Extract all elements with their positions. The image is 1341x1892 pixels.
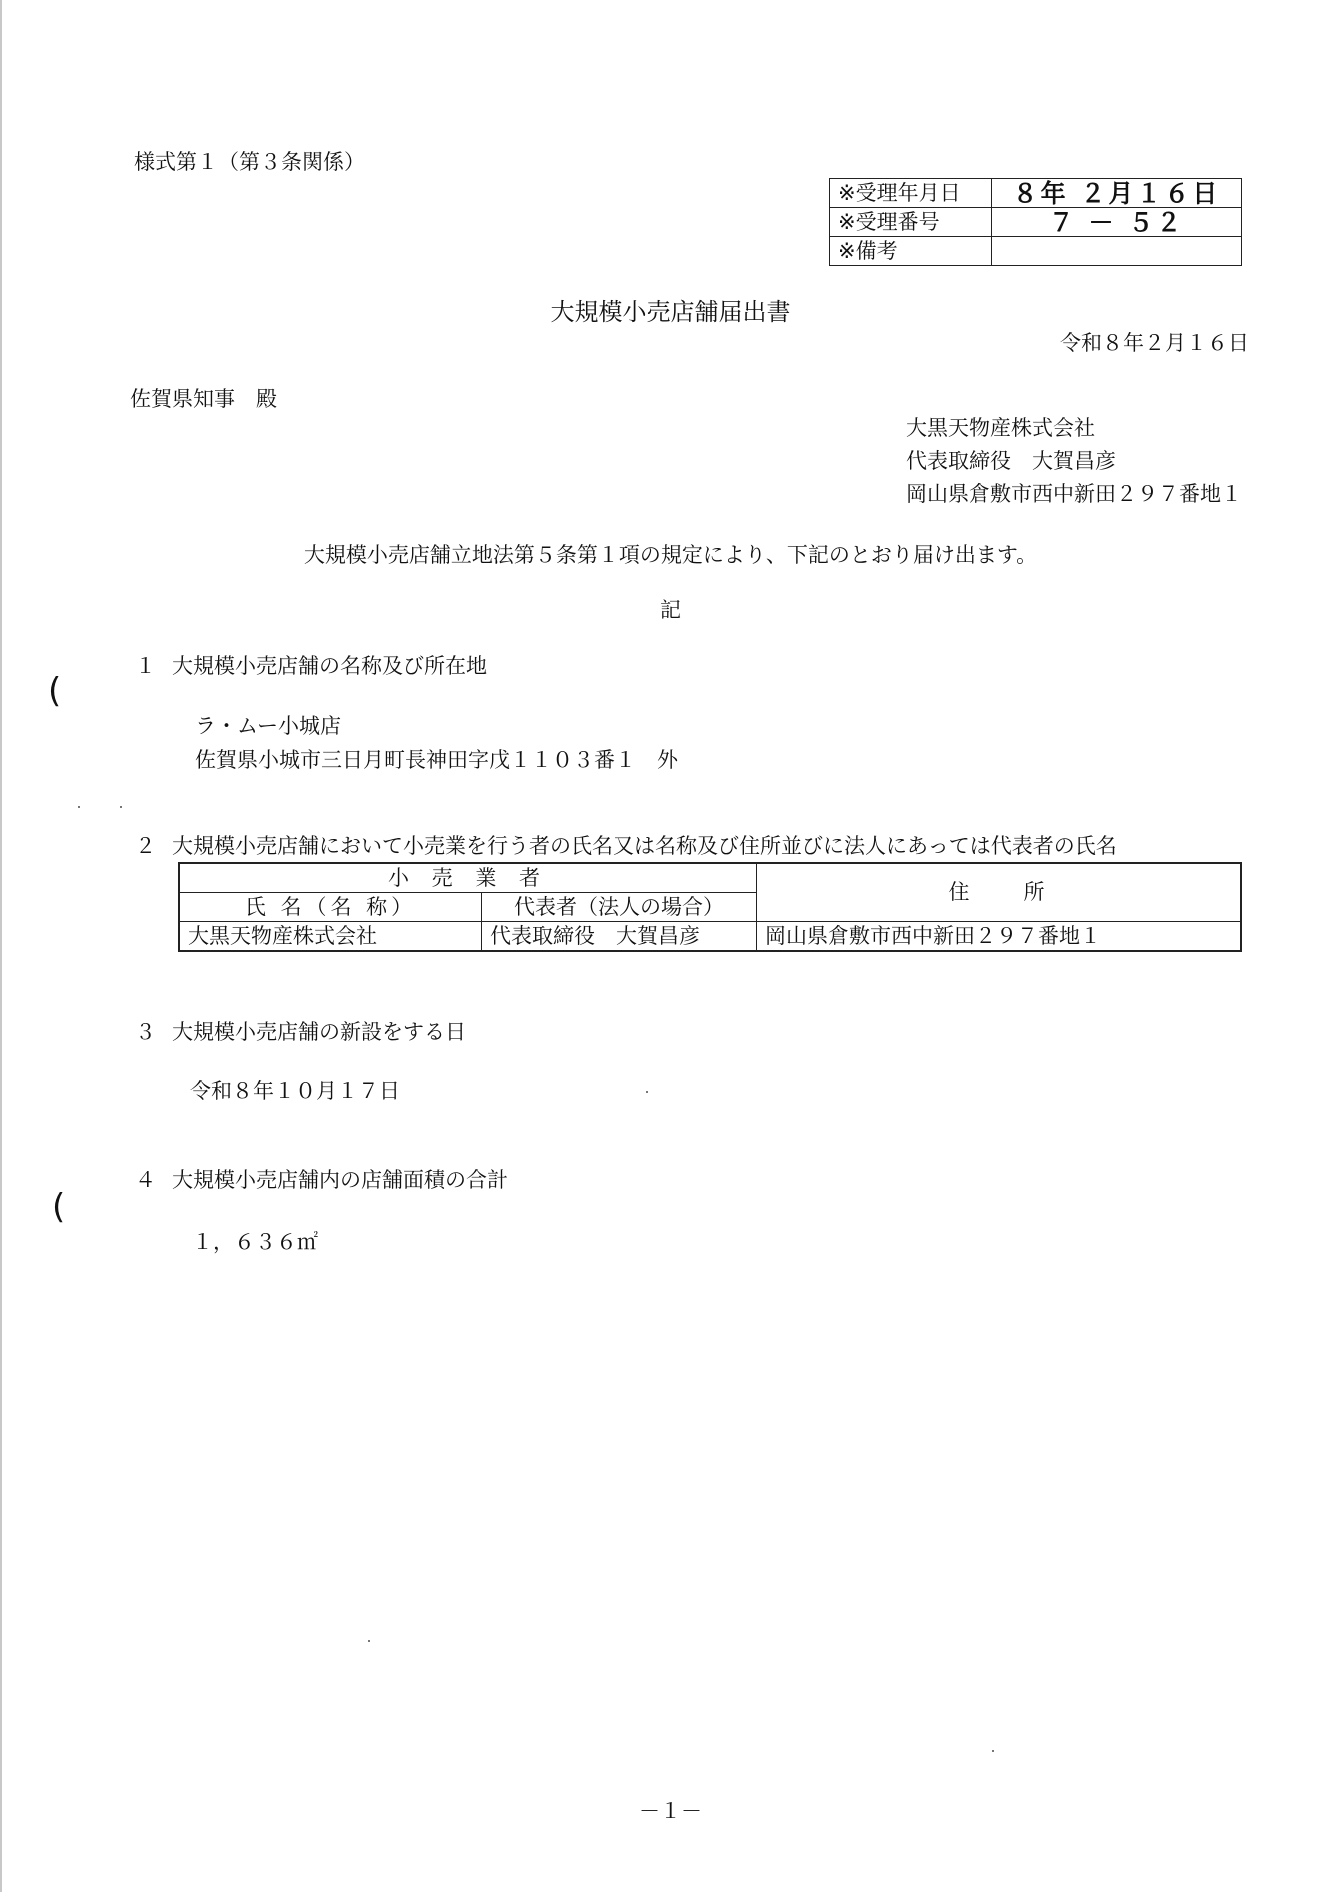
retailer-name-cell: 大黒天物産株式会社 [179, 922, 482, 952]
sender-representative: 代表取締役 大賀昌彦 [906, 449, 1116, 473]
floor-area-total: １，６３６㎡ [192, 1230, 318, 1254]
reception-remarks-label: ※備考 [830, 237, 992, 266]
form-label: 様式第１（第３条関係） [134, 150, 365, 174]
scan-speck [368, 1640, 370, 1642]
section-3-number: ３ [135, 1020, 156, 1044]
section-4-heading: 大規模小売店舗内の店舗面積の合計 [172, 1168, 508, 1192]
binder-hole-mark: ( [48, 671, 62, 711]
reception-remarks-value [992, 237, 1242, 266]
binder-hole-mark: ( [52, 1187, 66, 1227]
table-row [179, 922, 1241, 952]
retailer-address-cell: 岡山県倉敷市西中新田２９７番地１ [757, 922, 1242, 952]
intro-statement: 大規模小売店舗立地法第５条第１項の規定により、下記のとおり届け出ます。 [303, 543, 1038, 567]
section-2-number: ２ [135, 834, 156, 858]
document-date: 令和８年２月１６日 [1060, 331, 1249, 355]
retailer-table [178, 862, 1242, 952]
reception-number-value: ７ － ５２ [992, 208, 1242, 237]
ki-heading: 記 [660, 598, 681, 622]
sender-address: 岡山県倉敷市西中新田２９７番地１ [906, 482, 1242, 506]
scan-speck [992, 1750, 994, 1752]
representative-column-header: 代表者（法人の場合） [482, 893, 757, 922]
addressee: 佐賀県知事 殿 [130, 387, 277, 411]
address-column-header: 住 所 [757, 863, 1242, 922]
reception-date-value: ８年 ２月１６日 [992, 179, 1242, 208]
section-1-number: １ [135, 654, 156, 678]
opening-date: 令和８年１０月１７日 [190, 1079, 400, 1103]
section-4-number: ４ [135, 1168, 156, 1192]
retailer-group-header: 小 売 業 者 [179, 863, 757, 893]
reception-box [829, 178, 1242, 266]
retailer-representative-cell: 代表取締役 大賀昌彦 [482, 922, 757, 952]
section-3-heading: 大規模小売店舗の新設をする日 [172, 1020, 466, 1044]
reception-date-label: ※受理年月日 [830, 179, 992, 208]
scan-speck [120, 806, 122, 808]
reception-row [830, 237, 1242, 266]
store-location: 佐賀県小城市三日月町長神田字戊１１０３番１ 外 [195, 748, 678, 772]
sender-company: 大黒天物産株式会社 [906, 416, 1095, 440]
reception-row [830, 208, 1242, 237]
page-number: －１－ [639, 1799, 702, 1823]
document-title: 大規模小売店舗届出書 [550, 298, 791, 326]
name-column-header: 氏 名（名 称） [179, 893, 482, 922]
section-2-heading: 大規模小売店舗において小売業を行う者の氏名又は名称及び住所並びに法人にあっては代表者の氏名 [172, 834, 1117, 858]
scan-speck [646, 1091, 648, 1093]
table-row [179, 863, 1241, 893]
section-1-heading: 大規模小売店舗の名称及び所在地 [172, 654, 487, 678]
page-edge [0, 0, 2, 1892]
scan-speck [78, 806, 80, 808]
reception-row [830, 179, 1242, 208]
reception-number-label: ※受理番号 [830, 208, 992, 237]
store-name: ラ・ムー小城店 [195, 714, 341, 738]
